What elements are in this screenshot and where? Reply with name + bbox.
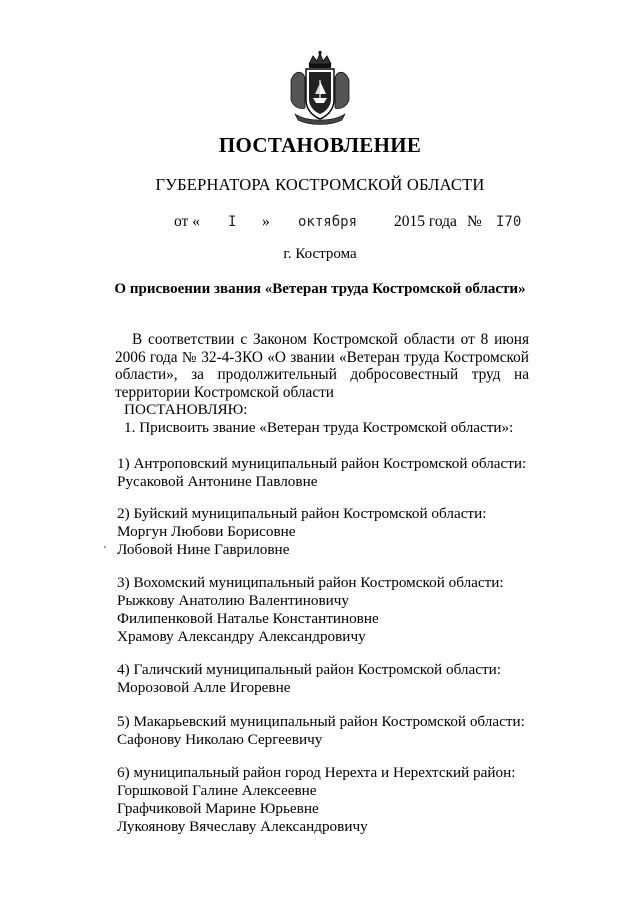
scan-speck [104,546,106,548]
number-sign: № [467,213,482,230]
recipient-name: Лобовой Нине Гавриловне [117,541,290,558]
recipient-name: Графчиковой Марине Юрьевне [117,800,319,817]
recipient-name: Храмову Александру Александровичу [117,628,366,645]
district-2-title: 2) Буйский муниципальный район Костромской области: [117,505,487,522]
document-number: I70 [496,214,522,230]
recipient-name: Сафонову Николаю Сергеевичу [117,731,323,748]
issuer-subtitle: ГУБЕРНАТОРА КОСТРОМСКОЙ ОБЛАСТИ [155,175,485,194]
date-year: 2015 года [394,213,457,230]
city-line: г. Кострома [283,246,357,262]
recipient-name: Горшковой Галине Алексеевне [117,782,317,799]
recipient-name: Морозовой Алле Игоревне [117,679,291,696]
recipient-name: Русаковой Антонине Павловне [117,473,318,490]
decree-word: ПОСТАНОВЛЯЮ: [124,401,248,418]
district-6-title: 6) муниципальный район город Нерехта и Нерехтский район: [117,764,516,781]
item-1: 1. Присвоить звание «Ветеран труда Костромской области»: [124,419,514,436]
date-prefix: от « [174,213,200,230]
district-1-title: 1) Антроповский муниципальный район Костромской области: [117,455,527,472]
recipient-name: Моргун Любови Борисовне [117,523,296,540]
date-day: I [228,214,237,230]
document-subject: О присвоении звания «Ветеран труда Костромской области» [114,281,526,297]
date-close-quote: » [262,213,270,230]
recipient-name: Рыжкову Анатолию Валентиновичу [117,592,349,609]
district-3-title: 3) Вохомский муниципальный район Костромской области: [117,574,504,591]
date-month: октября [298,214,358,230]
document-title: ПОСТАНОВЛЕНИЕ [218,133,422,157]
date-line [0,213,640,235]
district-5-title: 5) Макарьевский муниципальный район Костромской области: [117,713,525,730]
recipient-name: Филипенковой Наталье Константиновне [117,610,379,627]
coat-of-arms-emblem [287,50,353,126]
recipient-name: Лукоянову Вячеславу Александровичу [117,818,368,835]
preamble-text: В соответствии с Законом Костромской области от 8 июня 2006 года № 32-4-ЗКО «О звании «Ветеран труда Костромской области», за продолжительный добросовестный труд на территории Костромской области [115,331,529,402]
preamble-paragraph [115,331,529,402]
district-4-title: 4) Галичский муниципальный район Костромской области: [117,661,501,678]
